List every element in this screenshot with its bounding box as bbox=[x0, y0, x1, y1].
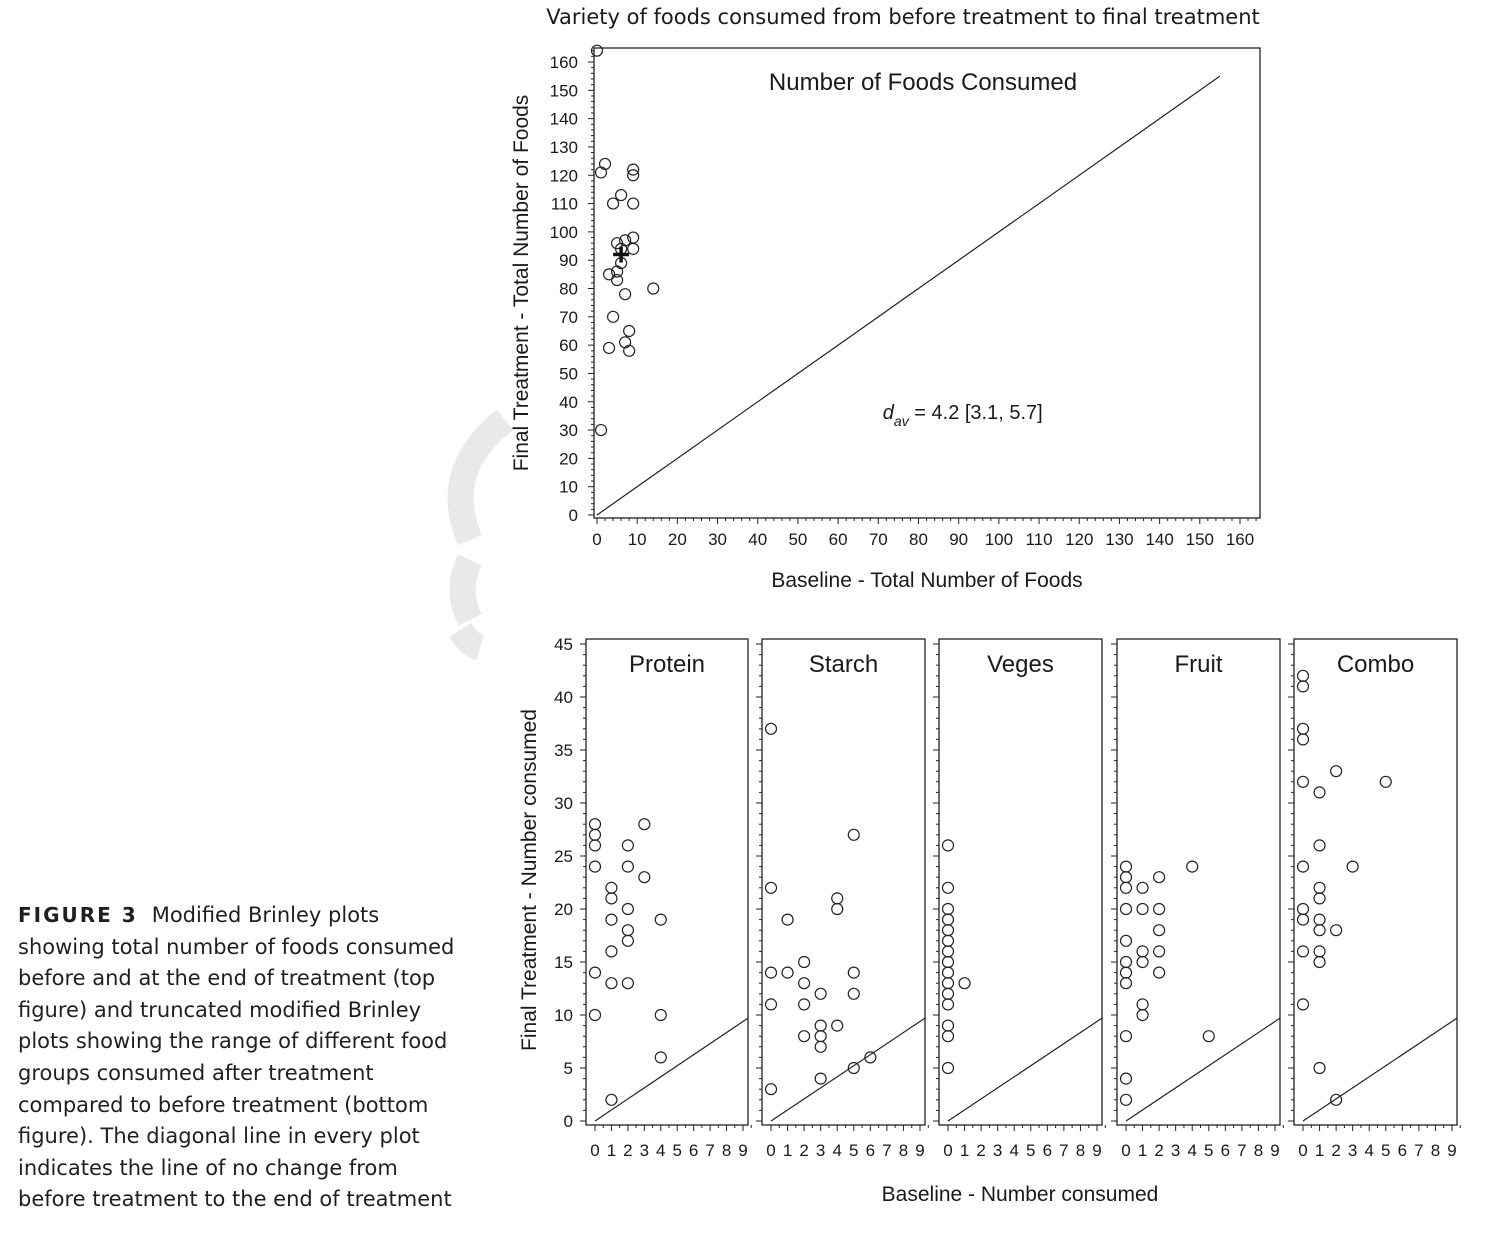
x-tick-label: 5 bbox=[1026, 1141, 1036, 1160]
top-chart-title: Number of Foods Consumed bbox=[768, 69, 1078, 96]
data-point bbox=[1137, 999, 1148, 1010]
data-point bbox=[622, 861, 633, 872]
data-point bbox=[799, 1031, 810, 1042]
data-point bbox=[943, 999, 954, 1010]
x-tick-label: 0 bbox=[943, 1141, 953, 1160]
data-point bbox=[1331, 1094, 1342, 1105]
x-tick-label: 1 bbox=[1314, 1141, 1325, 1160]
figure-title: Variety of foods consumed from before treatment to final treatment bbox=[546, 5, 1260, 29]
x-tick-label: 7 bbox=[882, 1141, 892, 1160]
y-tick-label: 15 bbox=[554, 953, 573, 972]
x-tick-label: 5 bbox=[672, 1141, 682, 1160]
x-tick-label: 8 bbox=[1253, 1141, 1264, 1160]
x-tick-label: 2 bbox=[799, 1141, 809, 1160]
x-tick-label: 5 bbox=[1381, 1141, 1391, 1160]
data-point bbox=[943, 978, 954, 989]
y-tick-label: 100 bbox=[549, 222, 578, 242]
data-point bbox=[1314, 946, 1325, 957]
data-point bbox=[622, 978, 633, 989]
x-tick-label: 8 bbox=[898, 1141, 909, 1160]
data-point bbox=[1121, 1031, 1132, 1042]
data-point bbox=[943, 988, 954, 999]
y-tick-label: 90 bbox=[559, 251, 578, 271]
data-point bbox=[1187, 861, 1198, 872]
data-point bbox=[606, 914, 617, 925]
data-point bbox=[1121, 872, 1132, 883]
data-point bbox=[590, 819, 601, 830]
panel-title: Combo bbox=[1336, 651, 1415, 678]
x-tick-label: 7 bbox=[1414, 1141, 1424, 1160]
data-point bbox=[590, 861, 601, 872]
data-point bbox=[1154, 904, 1165, 915]
x-tick-label: 150 bbox=[1185, 530, 1214, 549]
data-point bbox=[943, 1031, 954, 1042]
data-point bbox=[815, 1073, 826, 1084]
bottom-xlabel: Baseline - Number consumed bbox=[881, 1183, 1159, 1206]
data-point bbox=[1121, 861, 1132, 872]
caption-text: Modified Brinley plots showing total number of foods consumed before and at the end of treatment (top figure) and truncated modified Brinley plots showing the range of different food groups consumed after treatment compared to before treatment (bottom figure). The diagonal line in every plot indicates the line of no change from before treatment to the end of treatment bbox=[18, 903, 455, 1212]
x-tick-label: 0 bbox=[592, 530, 602, 549]
x-tick-label: 3 bbox=[992, 1141, 1003, 1160]
data-point bbox=[606, 882, 617, 893]
y-tick-label: 140 bbox=[549, 109, 578, 129]
data-point bbox=[1137, 946, 1148, 957]
data-point bbox=[1121, 978, 1132, 989]
x-tick-label: 0 bbox=[590, 1141, 600, 1160]
x-tick-label: 9 bbox=[1447, 1141, 1457, 1160]
data-point bbox=[608, 198, 619, 209]
x-tick-label: 110 bbox=[1025, 530, 1053, 549]
data-point bbox=[799, 999, 810, 1010]
data-point bbox=[1203, 1031, 1214, 1042]
x-tick-label: 7 bbox=[705, 1141, 715, 1160]
data-point bbox=[624, 325, 635, 336]
data-point bbox=[1121, 882, 1132, 893]
x-tick-label: 3 bbox=[1170, 1141, 1181, 1160]
data-point bbox=[648, 283, 659, 294]
x-tick-label: 4 bbox=[1009, 1141, 1019, 1160]
y-tick-label: 40 bbox=[554, 688, 573, 707]
panel-protein bbox=[554, 635, 751, 1160]
x-tick-label: 5 bbox=[849, 1141, 859, 1160]
data-point bbox=[943, 967, 954, 978]
x-tick-label: 30 bbox=[708, 530, 728, 549]
data-point bbox=[1137, 957, 1148, 968]
data-point bbox=[606, 1094, 617, 1105]
data-point bbox=[596, 425, 607, 436]
data-point bbox=[1314, 914, 1325, 925]
y-tick-label: 70 bbox=[559, 307, 578, 327]
y-tick-label: 110 bbox=[550, 194, 578, 214]
x-tick-label: 7 bbox=[1059, 1141, 1069, 1160]
y-tick-label: 25 bbox=[554, 847, 573, 866]
y-tick-label: 160 bbox=[549, 53, 578, 72]
panel-frame bbox=[762, 639, 925, 1125]
x-tick-label: 90 bbox=[949, 530, 969, 549]
data-point bbox=[1121, 957, 1132, 968]
no-change-line bbox=[1126, 1018, 1280, 1121]
data-point bbox=[1331, 925, 1342, 936]
data-point bbox=[1380, 776, 1391, 787]
data-point bbox=[943, 914, 954, 925]
x-tick-label: 4 bbox=[1364, 1141, 1374, 1160]
data-point bbox=[943, 935, 954, 946]
x-tick-label: 70 bbox=[868, 530, 888, 549]
data-point bbox=[943, 840, 954, 851]
data-point bbox=[766, 999, 777, 1010]
data-point bbox=[1137, 882, 1148, 893]
data-point bbox=[606, 978, 617, 989]
x-tick-label: 50 bbox=[788, 530, 808, 549]
x-tick-label: 1 bbox=[606, 1141, 617, 1160]
data-point bbox=[1298, 734, 1309, 745]
data-point bbox=[1298, 861, 1309, 872]
x-tick-label: 3 bbox=[1347, 1141, 1358, 1160]
y-tick-label: 45 bbox=[554, 635, 573, 654]
data-point bbox=[848, 829, 859, 840]
panel-combo bbox=[1288, 639, 1460, 1160]
x-tick-label: 6 bbox=[1042, 1141, 1053, 1160]
data-point bbox=[1121, 1094, 1132, 1105]
data-point bbox=[655, 1010, 666, 1021]
panel-title: Fruit bbox=[1174, 651, 1223, 678]
panel-title: Protein bbox=[628, 651, 706, 678]
x-tick-label: 1 bbox=[782, 1141, 793, 1160]
x-tick-label: 0 bbox=[1298, 1141, 1308, 1160]
data-point bbox=[655, 1052, 666, 1063]
y-tick-label: 150 bbox=[549, 81, 578, 101]
data-point bbox=[959, 978, 970, 989]
x-tick-label: 130 bbox=[1105, 530, 1134, 549]
data-point bbox=[766, 967, 777, 978]
top-chart-ylabel: Final Treatment - Total Number of Foods bbox=[510, 94, 533, 472]
x-tick-label: 2 bbox=[1331, 1141, 1341, 1160]
x-tick-label: 120 bbox=[1065, 530, 1094, 549]
data-point bbox=[1298, 670, 1309, 681]
y-tick-label: 20 bbox=[554, 900, 573, 919]
x-tick-label: 4 bbox=[832, 1141, 842, 1160]
data-point bbox=[766, 882, 777, 893]
data-point bbox=[943, 1063, 954, 1074]
x-tick-label: 1 bbox=[1137, 1141, 1148, 1160]
no-change-line bbox=[1303, 1018, 1457, 1121]
data-point bbox=[799, 978, 810, 989]
x-tick-label: 2 bbox=[623, 1141, 633, 1160]
data-point bbox=[1154, 946, 1165, 957]
data-point bbox=[1298, 681, 1309, 692]
panel-starch bbox=[756, 639, 928, 1160]
data-point bbox=[1314, 840, 1325, 851]
y-tick-label: 80 bbox=[559, 279, 578, 299]
panel-veges bbox=[933, 639, 1105, 1160]
data-point bbox=[606, 946, 617, 957]
data-point bbox=[766, 723, 777, 734]
x-tick-label: 0 bbox=[766, 1141, 776, 1160]
bottom-ylabel: Final Treatment - Number consumed bbox=[518, 709, 541, 1051]
x-tick-label: 7 bbox=[1237, 1141, 1247, 1160]
x-tick-label: 9 bbox=[738, 1141, 748, 1160]
x-tick-label: 10 bbox=[627, 530, 647, 549]
x-tick-label: 3 bbox=[815, 1141, 826, 1160]
data-point bbox=[639, 819, 650, 830]
effect-size-d: d bbox=[882, 402, 894, 425]
data-point bbox=[1298, 776, 1309, 787]
data-point bbox=[620, 289, 631, 300]
x-tick-label: 160 bbox=[1225, 530, 1255, 549]
data-point bbox=[815, 1041, 826, 1052]
data-point bbox=[590, 1010, 601, 1021]
data-point bbox=[1314, 882, 1325, 893]
y-tick-label: 30 bbox=[554, 794, 573, 813]
x-tick-label: 40 bbox=[748, 530, 768, 549]
data-point bbox=[616, 190, 627, 201]
data-point bbox=[1298, 999, 1309, 1010]
data-point bbox=[639, 872, 650, 883]
data-point bbox=[832, 904, 843, 915]
data-point bbox=[815, 1020, 826, 1031]
data-point bbox=[943, 957, 954, 968]
bottom-panels bbox=[554, 635, 1460, 1160]
x-tick-label: 8 bbox=[1075, 1141, 1086, 1160]
data-point bbox=[606, 893, 617, 904]
y-tick-label: 35 bbox=[554, 741, 573, 760]
y-tick-label: 40 bbox=[559, 392, 578, 412]
data-point bbox=[848, 988, 859, 999]
data-point bbox=[1314, 1063, 1325, 1074]
data-point bbox=[590, 840, 601, 851]
watermark-arcs bbox=[460, 420, 505, 648]
panel-fruit bbox=[1111, 639, 1283, 1160]
no-change-line bbox=[595, 1018, 748, 1121]
data-point bbox=[1121, 904, 1132, 915]
x-tick-label: 140 bbox=[1145, 530, 1174, 549]
data-point bbox=[943, 1020, 954, 1031]
data-point bbox=[622, 935, 633, 946]
data-point bbox=[815, 1031, 826, 1042]
x-tick-label: 0 bbox=[1121, 1141, 1131, 1160]
data-point bbox=[1314, 957, 1325, 968]
x-tick-label: 20 bbox=[667, 530, 687, 549]
x-tick-label: 5 bbox=[1204, 1141, 1214, 1160]
data-point bbox=[1121, 1073, 1132, 1084]
data-point bbox=[1298, 946, 1309, 957]
data-point bbox=[590, 829, 601, 840]
y-tick-label: 10 bbox=[559, 477, 578, 497]
data-point bbox=[1154, 925, 1165, 936]
data-point bbox=[620, 337, 631, 348]
no-change-line bbox=[948, 1018, 1102, 1121]
data-point bbox=[596, 167, 607, 178]
x-tick-label: 100 bbox=[984, 530, 1014, 549]
data-point bbox=[655, 914, 666, 925]
data-point bbox=[1298, 723, 1309, 734]
no-change-line bbox=[597, 76, 1220, 515]
x-tick-label: 80 bbox=[909, 530, 928, 549]
data-point bbox=[1314, 925, 1325, 936]
data-point bbox=[1347, 861, 1358, 872]
panel-title: Starch bbox=[808, 651, 879, 678]
effect-size-annotation bbox=[883, 402, 1043, 429]
data-point bbox=[1331, 766, 1342, 777]
x-tick-label: 2 bbox=[1154, 1141, 1164, 1160]
data-point bbox=[1314, 787, 1325, 798]
data-point bbox=[848, 967, 859, 978]
effect-size-value: = 4.2 [3.1, 5.7] bbox=[908, 402, 1043, 425]
y-tick-label: 0 bbox=[568, 506, 578, 525]
data-point bbox=[815, 988, 826, 999]
data-point bbox=[943, 882, 954, 893]
data-point bbox=[624, 345, 635, 356]
data-point bbox=[832, 1020, 843, 1031]
data-point bbox=[943, 904, 954, 915]
data-point bbox=[590, 967, 601, 978]
data-point bbox=[600, 158, 611, 169]
data-point bbox=[832, 893, 843, 904]
top-chart-points bbox=[592, 45, 659, 435]
y-tick-label: 50 bbox=[559, 364, 578, 384]
data-point bbox=[622, 925, 633, 936]
x-tick-label: 9 bbox=[1092, 1141, 1102, 1160]
y-tick-label: 10 bbox=[554, 1006, 573, 1025]
top-chart-xlabel: Baseline - Total Number of Foods bbox=[771, 569, 1083, 592]
data-point bbox=[766, 1084, 777, 1095]
effect-size-sub: av bbox=[893, 413, 909, 430]
top-chart-ticks bbox=[550, 51, 1256, 549]
y-tick-label: 5 bbox=[563, 1059, 573, 1078]
x-tick-label: 8 bbox=[721, 1141, 732, 1160]
data-point bbox=[1137, 1010, 1148, 1021]
figure-caption bbox=[18, 900, 458, 1216]
x-tick-label: 9 bbox=[915, 1141, 925, 1160]
x-tick-label: 6 bbox=[688, 1141, 699, 1160]
caption-label: FIGURE 3 bbox=[18, 903, 138, 927]
x-tick-label: 4 bbox=[656, 1141, 666, 1160]
x-tick-label: 3 bbox=[639, 1141, 650, 1160]
data-point bbox=[1154, 967, 1165, 978]
data-point bbox=[628, 243, 639, 254]
data-point bbox=[1154, 872, 1165, 883]
data-point bbox=[622, 840, 633, 851]
x-tick-label: 1 bbox=[959, 1141, 970, 1160]
panel-title: Veges bbox=[987, 651, 1054, 678]
x-tick-label: 8 bbox=[1430, 1141, 1441, 1160]
data-point bbox=[628, 198, 639, 209]
y-tick-label: 60 bbox=[559, 336, 578, 356]
data-point bbox=[1298, 904, 1309, 915]
data-point bbox=[782, 967, 793, 978]
x-tick-label: 6 bbox=[1397, 1141, 1408, 1160]
data-point bbox=[943, 946, 954, 957]
data-point bbox=[1137, 904, 1148, 915]
x-tick-label: 6 bbox=[1220, 1141, 1231, 1160]
x-tick-label: 2 bbox=[976, 1141, 986, 1160]
y-tick-label: 120 bbox=[549, 166, 578, 186]
data-point bbox=[1314, 893, 1325, 904]
y-tick-label: 0 bbox=[563, 1112, 573, 1131]
data-point bbox=[1121, 967, 1132, 978]
x-tick-label: 6 bbox=[865, 1141, 876, 1160]
x-tick-label: 4 bbox=[1187, 1141, 1197, 1160]
top-chart bbox=[510, 45, 1260, 592]
data-point bbox=[608, 311, 619, 322]
data-point bbox=[604, 342, 615, 353]
data-point bbox=[622, 904, 633, 915]
y-tick-label: 130 bbox=[549, 137, 578, 157]
x-tick-label: 60 bbox=[828, 530, 848, 549]
data-point bbox=[1298, 914, 1309, 925]
data-point bbox=[1121, 935, 1132, 946]
data-point bbox=[782, 914, 793, 925]
data-point bbox=[943, 925, 954, 936]
y-tick-label: 30 bbox=[559, 421, 578, 441]
data-point bbox=[799, 957, 810, 968]
x-tick-label: 9 bbox=[1270, 1141, 1280, 1160]
y-tick-label: 20 bbox=[559, 449, 578, 469]
panel-frame bbox=[939, 639, 1102, 1125]
